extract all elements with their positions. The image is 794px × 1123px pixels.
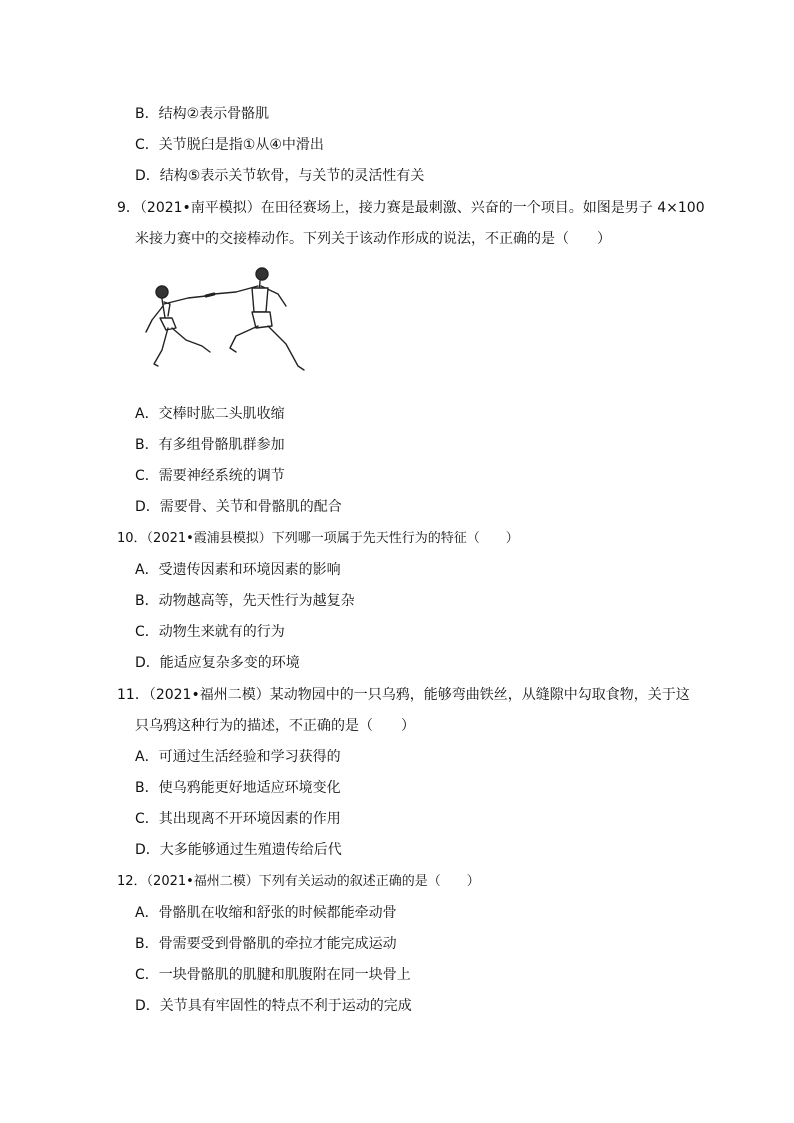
q9-option-d: D．需要骨、关节和骨骼肌的配合	[135, 499, 342, 515]
q8-option-b: B．结构②表示骨骼肌	[135, 106, 270, 122]
q8-option-c: C．关节脱臼是指①从④中滑出	[135, 137, 324, 153]
q8-option-d: D．结构⑤表示关节软骨，与关节的灵活性有关	[135, 168, 425, 184]
q9-option-b: B．有多组骨骼肌群参加	[135, 437, 285, 453]
q11-option-c: C．其出现离不开环境因素的作用	[135, 811, 341, 827]
q11-stem-line1: 11．（2021•福州二模）某动物园中的一只乌鸦，能够弯曲铁丝，从缝隙中勾取食物，关于这	[117, 687, 690, 703]
relay-baton-illustration	[140, 262, 320, 390]
q12-option-b: B．骨需要受到骨骼肌的牵拉才能完成运动	[135, 936, 397, 952]
q11-option-d: D．大多能够通过生殖遗传给后代	[135, 842, 342, 858]
q11-option-a: A．可通过生活经验和学习获得的	[135, 749, 341, 765]
q10-stem: 10．（2021•霞浦县模拟）下列哪一项属于先天性行为的特征（ ）	[117, 531, 519, 546]
q12-option-c: C．一块骨骼肌的肌腱和肌腹附在同一块骨上	[135, 967, 411, 983]
q12-option-d: D．关节具有牢固性的特点不利于运动的完成	[135, 998, 412, 1014]
q10-option-c: C．动物生来就有的行为	[135, 624, 285, 640]
q12-option-a: A．骨骼肌在收缩和舒张的时候都能牵动骨	[135, 905, 397, 921]
q12-stem: 12．（2021•福州二模）下列有关运动的叙述正确的是（ ）	[117, 874, 480, 889]
relay-runners-drawing	[140, 262, 320, 390]
q10-option-d: D．能适应复杂多变的环境	[135, 655, 300, 671]
q10-option-a: A．受遗传因素和环境因素的影响	[135, 562, 341, 578]
q11-stem-line2: 只乌鸦这种行为的描述，不正确的是（ ）	[135, 718, 415, 734]
q11-option-b: B．使乌鸦能更好地适应环境变化	[135, 780, 341, 796]
q9-option-c: C．需要神经系统的调节	[135, 468, 285, 484]
q10-option-b: B．动物越高等，先天性行为越复杂	[135, 593, 355, 609]
q9-option-a: A．交棒时肱二头肌收缩	[135, 406, 285, 422]
q9-stem-line1: 9．（2021•南平模拟）在田径赛场上，接力赛是最刺激、兴奋的一个项目。如图是男子 4×100	[117, 200, 705, 216]
q9-stem-line2: 米接力赛中的交接棒动作。下列关于该动作形成的说法，不正确的是（ ）	[135, 231, 611, 247]
